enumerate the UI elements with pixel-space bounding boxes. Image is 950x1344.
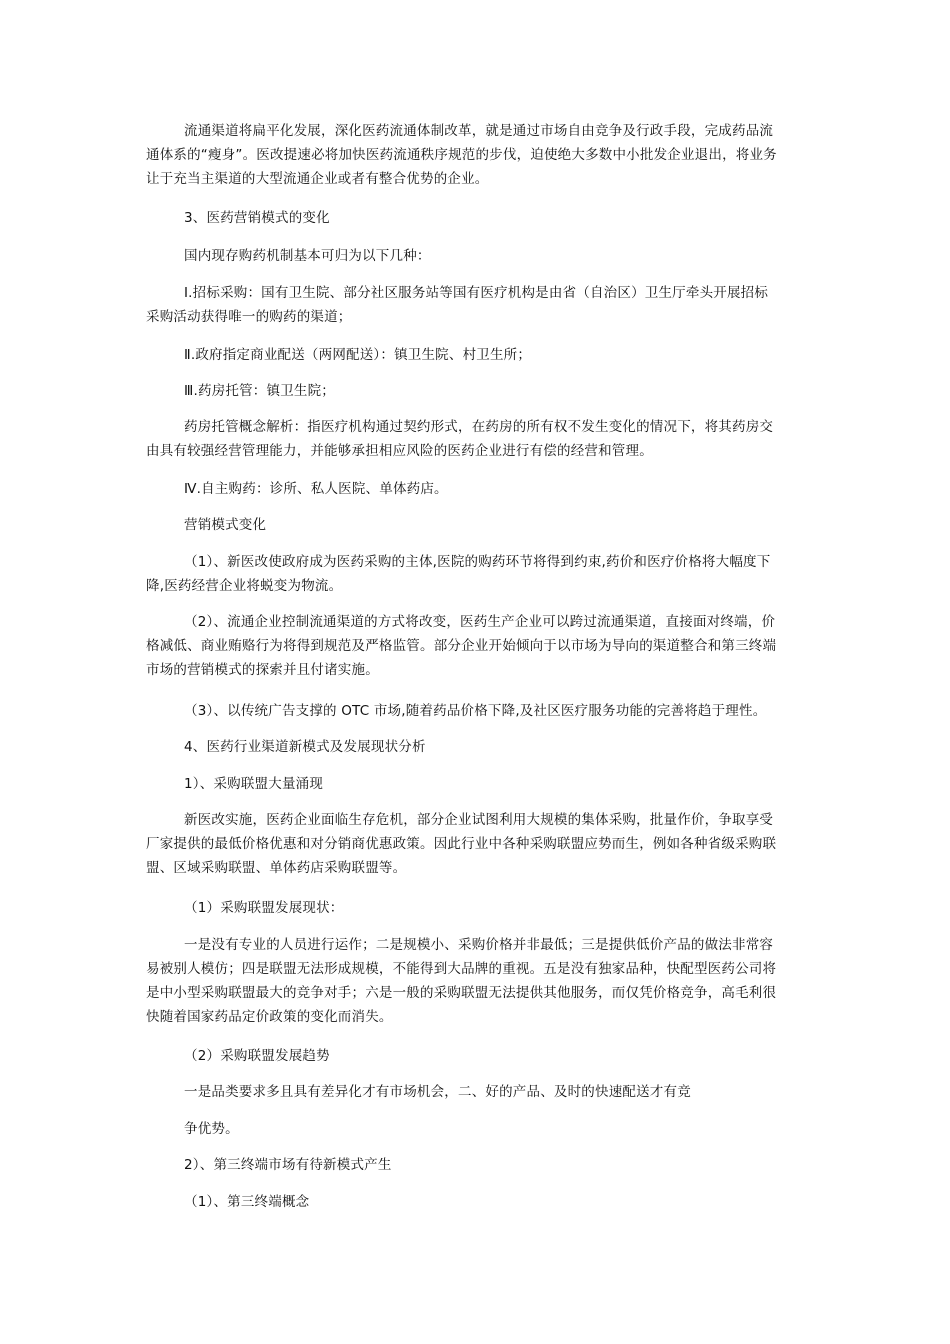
text-line: 药房托管概念解析：指医疗机构通过契约形式，在药房的所有权不发生变化的情况下，将其药房交 bbox=[184, 419, 774, 435]
subheading-third-terminal bbox=[184, 1153, 392, 1177]
text-line: Ⅱ.政府指定商业配送（两网配送）：镇卫生院、村卫生所； bbox=[184, 347, 532, 363]
text-line: （3）、以传统广告支撑的 OTC 市场,随着药品价格下降,及社区医疗服务功能的完善将趋于理性。 bbox=[184, 703, 767, 719]
text-line: 营销模式变化 bbox=[184, 517, 267, 533]
text-line: 一是没有专业的人员进行运作；二是规模小、采购价格并非最低；三是提供低价产品的做法非常容 bbox=[184, 937, 774, 953]
text-line: 盟、区域采购联盟、单体药店采购联盟等。 bbox=[146, 860, 407, 876]
text-line: 争优势。 bbox=[184, 1121, 239, 1137]
paragraph-purchase-mechanisms-intro bbox=[184, 244, 431, 268]
text-line: 是中小型采购联盟最大的竞争对手；六是一般的采购联盟无法提供其他服务，而仅凭价格竞争，高毛利很 bbox=[146, 985, 777, 1001]
text-line: 让于充当主渠道的大型流通企业或者有整合优势的企业。 bbox=[146, 171, 489, 187]
text-line: 1）、采购联盟大量涌现 bbox=[184, 776, 324, 792]
subheading-third-terminal-concept bbox=[184, 1190, 309, 1214]
subheading-alliance-trend bbox=[184, 1044, 330, 1068]
paragraph-trusteeship-definition bbox=[146, 415, 773, 463]
paragraph-alliance-trend-detail bbox=[184, 1080, 691, 1104]
paragraph-alliance-status-detail bbox=[146, 933, 776, 1029]
text-line: （2）采购联盟发展趋势 bbox=[184, 1048, 330, 1064]
text-line: 由具有较强经营管理能力，并能够承担相应风险的医药企业进行有偿的经营和管理。 bbox=[146, 443, 653, 459]
text-line: Ⅳ.自主购药：诊所、私人医院、单体药店。 bbox=[184, 481, 448, 497]
paragraph-change-2 bbox=[146, 610, 776, 682]
paragraph-alliance-trend-continued bbox=[184, 1117, 239, 1141]
text-line: 4、医药行业渠道新模式及发展现状分析 bbox=[184, 739, 426, 755]
paragraph-change-1 bbox=[146, 550, 770, 598]
paragraph-circulation-flattening bbox=[146, 119, 777, 191]
text-line: 一是品类要求多且具有差异化才有市场机会，二、好的产品、及时的快速配送才有竞 bbox=[184, 1084, 691, 1100]
paragraph-bidding-procurement bbox=[146, 281, 768, 329]
text-line: Ⅰ.招标采购：国有卫生院、部分社区服务站等国有医疗机构是由省（自治区）卫生厅牵头开展招标 bbox=[184, 285, 769, 301]
paragraph-government-distribution bbox=[184, 343, 531, 367]
text-line: 采购活动获得唯一的购药的渠道； bbox=[146, 309, 352, 325]
text-line: 流通渠道将扁平化发展，深化医药流通体制改革，就是通过市场自由竞争及行政手段，完成药品流 bbox=[184, 123, 774, 139]
paragraph-alliances-background bbox=[146, 808, 776, 880]
subheading-marketing-change bbox=[184, 513, 266, 537]
text-line: 市场的营销模式的探索并且付诸实施。 bbox=[146, 662, 379, 678]
text-line: 通体系的“瘦身”。医改提速必将加快医药流通秩序规范的步伐，迫使绝大多数中小批发企业退出，将业务 bbox=[146, 147, 777, 163]
text-line: 厂家提供的最低价格优惠和对分销商优惠政策。因此行业中各种采购联盟应势而生，例如各种省级采购联 bbox=[146, 836, 777, 852]
text-line: 易被别人模仿；四是联盟无法形成规模，不能得到大品牌的重视。五是没有独家品种，快配型医药公司将 bbox=[146, 961, 777, 977]
text-line: （2）、流通企业控制流通渠道的方式将改变，医药生产企业可以跨过流通渠道，直接面对终端，价 bbox=[184, 614, 776, 630]
section-heading-3 bbox=[184, 206, 330, 230]
text-line: 降,医药经营企业将蜕变为物流。 bbox=[146, 578, 343, 594]
subheading-purchasing-alliances bbox=[184, 772, 323, 796]
section-heading-4 bbox=[184, 735, 426, 759]
text-line: Ⅲ.药房托管：镇卫生院； bbox=[184, 383, 335, 399]
subheading-alliance-status bbox=[184, 896, 344, 920]
text-line: 快随着国家药品定价政策的变化而消失。 bbox=[146, 1009, 393, 1025]
paragraph-change-3 bbox=[184, 699, 766, 723]
text-line: 国内现存购药机制基本可归为以下几种： bbox=[184, 248, 431, 264]
text-line: （1）、第三终端概念 bbox=[184, 1194, 310, 1210]
text-line: （1）、新医改使政府成为医药采购的主体,医院的购药环节将得到约束,药价和医疗价格将大幅度下 bbox=[184, 554, 771, 570]
text-line: 格减低、商业贿赂行为将得到规范及严格监管。部分企业开始倾向于以市场为导向的渠道整合和第三终端 bbox=[146, 638, 777, 654]
paragraph-pharmacy-trusteeship bbox=[184, 379, 335, 403]
text-line: 新医改实施，医药企业面临生存危机，部分企业试图利用大规模的集体采购，批量作价，争取享受 bbox=[184, 812, 774, 828]
text-line: 3、医药营销模式的变化 bbox=[184, 210, 330, 226]
text-line: （1）采购联盟发展现状： bbox=[184, 900, 344, 916]
paragraph-independent-purchase bbox=[184, 477, 448, 501]
text-line: 2）、第三终端市场有待新模式产生 bbox=[184, 1157, 392, 1173]
